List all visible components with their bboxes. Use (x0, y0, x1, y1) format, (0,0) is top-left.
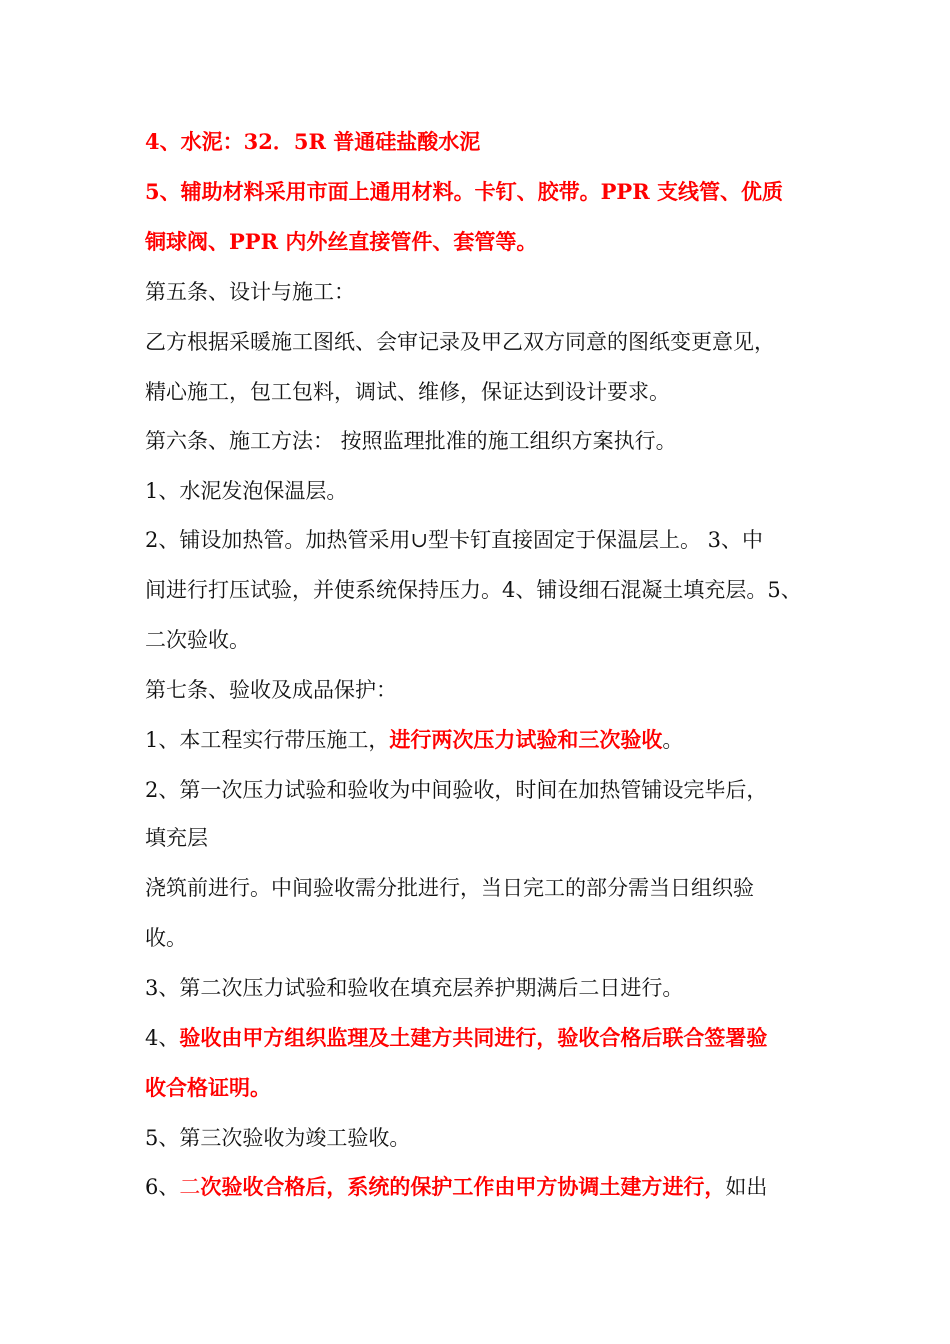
text-run: 6、 (145, 1175, 180, 1199)
text-line (145, 874, 825, 902)
text-line (145, 676, 825, 704)
text-line (145, 328, 825, 356)
text-line (145, 1173, 825, 1201)
highlighted-text-run: 铜球阀、PPR 内外丝直接管件、套管等。 (145, 229, 538, 254)
text-line (145, 477, 825, 505)
highlighted-text-run: 5、辅助材料采用市面上通用材料。卡钉、胶带。PPR 支线管、优质 (145, 179, 783, 204)
text-line (145, 576, 825, 604)
text-run: 第六条、施工方法： 按照监理批准的施工组织方案执行。 (145, 429, 677, 453)
text-run: 如出 (725, 1175, 768, 1199)
text-run: 间进行打压试验，并使系统保持压力。4、铺设细石混凝土填充层。5、 (145, 578, 802, 602)
text-line (145, 974, 825, 1002)
text-line (145, 278, 825, 306)
text-run: 1、本工程实行带压施工， (145, 728, 390, 752)
text-line (145, 526, 825, 554)
text-run: 第七条、验收及成品保护： (145, 678, 397, 702)
text-run: 第五条、设计与施工： (145, 280, 355, 304)
text-run: 收。 (145, 926, 187, 950)
text-line (145, 228, 825, 256)
text-line (145, 726, 825, 754)
text-run: 3、第二次压力试验和验收在填充层养护期满后二日进行。 (145, 976, 684, 1000)
text-run: 二次验收。 (145, 628, 250, 652)
text-line (145, 1024, 825, 1052)
highlighted-text-run: 验收由甲方组织监理及土建方共同进行，验收合格后联合签署验 (179, 1025, 768, 1050)
text-run: 5、第三次验收为竣工验收。 (145, 1126, 411, 1150)
text-run: 精心施工，包工包料，调试、维修，保证达到设计要求。 (145, 380, 670, 404)
text-run: 。 (662, 728, 684, 752)
text-line (145, 378, 825, 406)
text-run: 填充层 (145, 826, 208, 850)
highlighted-text-run: 二 (179, 1175, 201, 1199)
text-line (145, 924, 825, 952)
text-line (145, 824, 825, 852)
text-run: 乙方根据采暖施工图纸、会审记录及甲乙双方同意的图纸变更意见， (145, 330, 775, 354)
highlighted-text-run: 4、水泥：32．5R 普通硅盐酸水泥 (145, 129, 481, 154)
highlighted-text-run: 收合格证明。 (145, 1075, 271, 1100)
text-line (145, 427, 825, 455)
text-run: 2、铺设加热管。加热管采用∪型卡钉直接固定于保温层上。 3、中 (145, 528, 763, 552)
text-line (145, 626, 825, 654)
text-run: 4、 (145, 1026, 180, 1050)
text-line (145, 178, 825, 206)
text-line (145, 128, 825, 156)
text-line (145, 776, 825, 804)
text-line (145, 1124, 825, 1152)
highlighted-text-run: 进行两次压力试验和三次验收 (389, 727, 663, 752)
text-line (145, 1074, 825, 1102)
highlighted-text-run: 次验收合格后，系统的保护工作由甲方协调土建方进行， (200, 1174, 726, 1199)
text-run: 2、第一次压力试验和验收为中间验收，时间在加热管铺设完毕后， (145, 778, 768, 802)
text-run: 1、水泥发泡保温层。 (145, 479, 348, 503)
text-run: 浇筑前进行。中间验收需分批进行，当日完工的部分需当日组织验 (145, 876, 754, 900)
